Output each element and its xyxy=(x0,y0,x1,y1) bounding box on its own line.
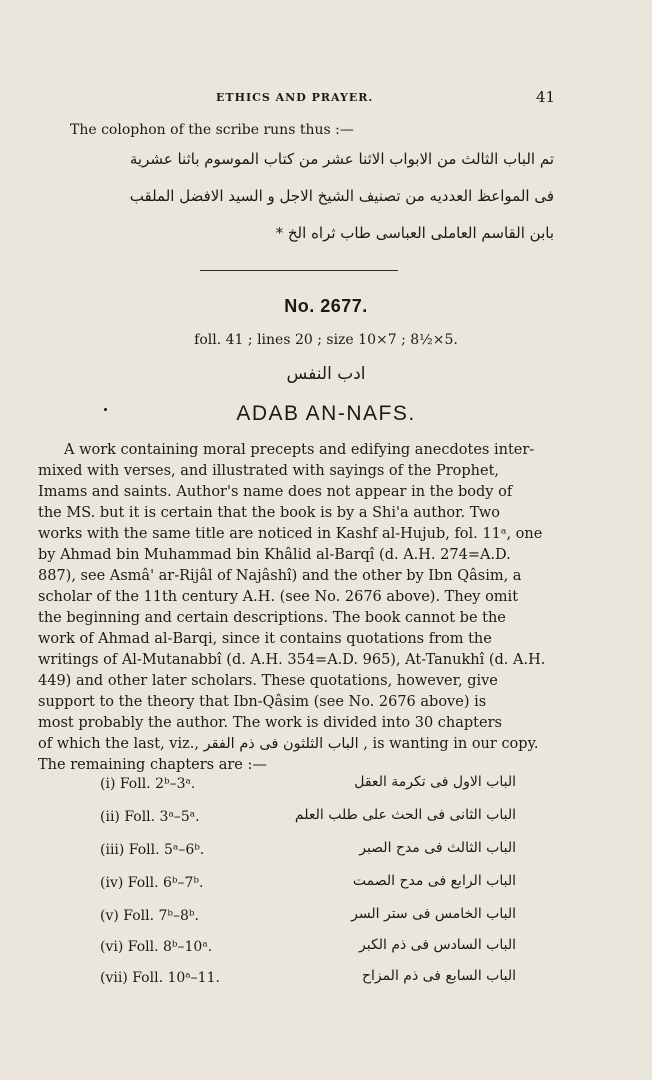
chapter-title-arabic: الباب الخامس فى ستر السر xyxy=(351,906,516,922)
chapter-entry xyxy=(96,807,516,831)
description-line: Imams and saints. Author's name does not appear in the body of xyxy=(38,484,513,500)
description-line: the beginning and certain descriptions. The book cannot be the xyxy=(38,610,506,626)
description-line: most probably the author. The work is divided into 30 chapters xyxy=(38,715,502,731)
description-line: of which the last, viz., الباب الثلثون فى ذم الفقر , is wanting in our copy. xyxy=(38,736,539,752)
chapter-entry xyxy=(96,968,516,992)
chapter-folio: (ii) Foll. 3ᵃ–5ᵃ. xyxy=(100,809,200,825)
chapter-folio: (iv) Foll. 6ᵇ–7ᵇ. xyxy=(100,875,204,891)
chapter-title-arabic: الباب السادس فى ذم الكبر xyxy=(359,937,516,953)
description-line: by Ahmad bin Muhammad bin Khâlid al-Barqî (d. A.H. 274=A.D. xyxy=(38,547,511,563)
chapter-entry xyxy=(96,840,516,864)
colophon-intro: The colophon of the scribe runs thus :— xyxy=(70,122,354,138)
description-line: mixed with verses, and illustrated with sayings of the Prophet, xyxy=(38,463,500,479)
chapter-folio: (vi) Foll. 8ᵇ–10ᵃ. xyxy=(100,939,213,955)
chapter-title-arabic: الباب الاول فى تكرمة العقل xyxy=(354,774,516,790)
chapter-folio: (i) Foll. 2ᵇ–3ᵃ. xyxy=(100,776,196,792)
chapter-title-arabic: الباب السابع فى ذم المزاح xyxy=(361,968,516,984)
chapter-folio: (vii) Foll. 10ᵃ–11. xyxy=(100,970,220,986)
description-line: work of Ahmad al-Barqi, since it contains quotations from the xyxy=(38,631,492,647)
description-line: The remaining chapters are :— xyxy=(38,757,267,773)
book-title: ADAB AN-NAFS. xyxy=(236,402,416,425)
description-line: writings of Al-Mutanabbî (d. A.H. 354=A.D. 965), At-Tanukhî (d. A.H. xyxy=(38,652,546,668)
description-line: 449) and other later scholars. These quotations, however, give xyxy=(38,673,498,689)
colophon-line: تم الباب الثالث من الابواب الاثنا عشر من كتاب الموسوم باثنا عشرية xyxy=(129,150,554,168)
running-title: ETHICS AND PRAYER. xyxy=(216,91,374,104)
chapter-entry xyxy=(96,937,516,961)
chapter-title-arabic: الباب الثالث فى مدح الصبر xyxy=(359,840,516,856)
chapter-folio: (iii) Foll. 5ᵃ–6ᵇ. xyxy=(100,842,205,858)
chapter-entry xyxy=(96,774,516,798)
arabic-title: ادب النفس xyxy=(286,364,366,384)
description-line: 887), see Asmâ' ar-Rijâl of Najâshî) and the other by Ibn Qâsim, a xyxy=(38,568,522,584)
description-line: support to the theory that Ibn-Qâsim (see No. 2676 above) is xyxy=(38,694,487,710)
chapter-title-arabic: الباب الرابع فى مدح الصمت xyxy=(352,873,516,889)
description-line: scholar of the 11th century A.H. (see No. 2676 above). They omit xyxy=(38,589,519,605)
chapter-entry xyxy=(96,906,516,930)
running-head xyxy=(0,88,652,108)
chapter-entry xyxy=(96,873,516,897)
manuscript-number: No. 2677. xyxy=(284,296,368,316)
collation: foll. 41 ; lines 20 ; size 10×7 ; 8½×5. xyxy=(194,332,458,348)
description-line: works with the same title are noticed in Kashf al-Hujub, fol. 11ᵃ, one xyxy=(38,526,543,542)
chapter-folio: (v) Foll. 7ᵇ–8ᵇ. xyxy=(100,908,199,924)
chapter-title-arabic: الباب الثانى فى الحث على طلب العلم xyxy=(294,807,516,823)
description-line: A work containing moral precepts and edifying anecdotes inter- xyxy=(64,442,535,458)
colophon-line: بابن القاسم العاملى العباسى طاب ثراه الخ * xyxy=(275,224,554,242)
colophon-line: فى المواعظ العدديه من تصنيف الشيخ الاجل و السيد الافضل الملقب xyxy=(129,187,554,205)
section-divider xyxy=(200,270,398,271)
description-line: the MS. but it is certain that the book is by a Shi'a author. Two xyxy=(38,505,500,521)
page-number: 41 xyxy=(536,88,556,106)
